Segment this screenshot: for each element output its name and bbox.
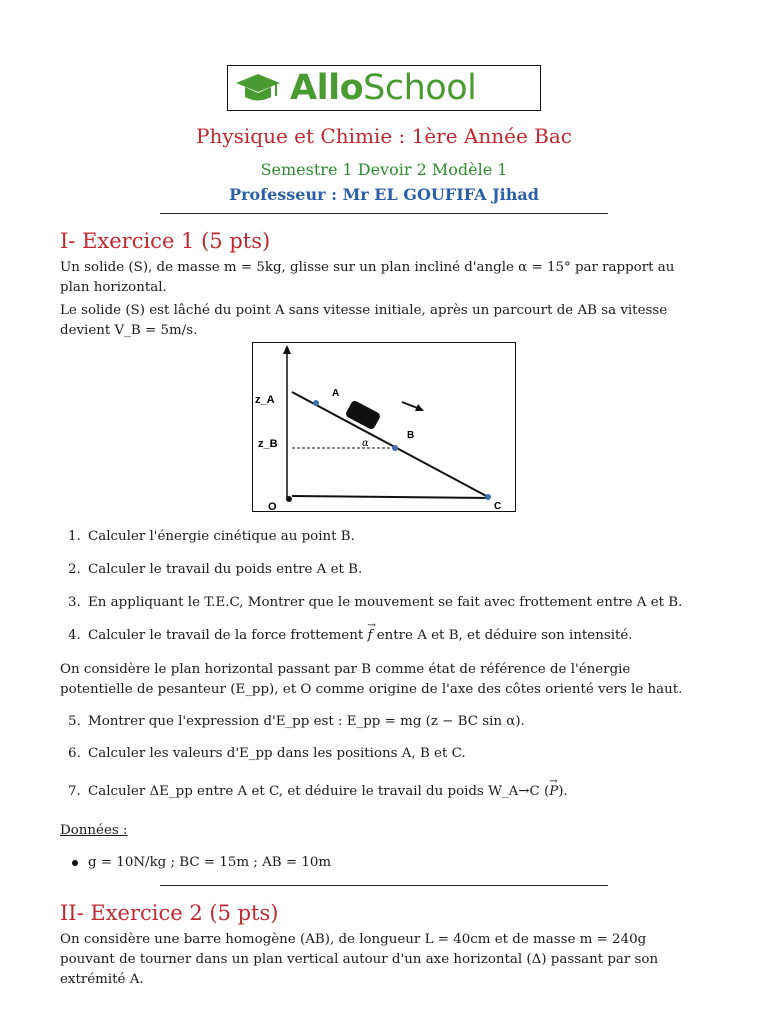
label-alpha: α — [362, 438, 369, 449]
question-5: 5. Montrer que l'expression d'E_pp est : E_pp = mg (z − BC sin α). — [68, 714, 525, 729]
exercise-2-title: II- Exercice 2 (5 pts) — [60, 901, 279, 925]
donnees-label: Données : — [60, 823, 128, 838]
question-4: 4. Calculer le travail de la force frottement → f entre A et B, et déduire son intensité. — [68, 626, 633, 646]
vector-P: → P — [549, 782, 558, 802]
question-7: 7. Calculer ΔE_pp entre A et C, et déduire le travail du poids W_A→C (→ P). — [68, 782, 568, 802]
question-6: 6. Calculer les valeurs d'E_pp dans les positions A, B et C. — [68, 746, 466, 761]
section-divider — [160, 885, 608, 886]
alloschool-logo — [227, 65, 541, 111]
label-C: C — [494, 501, 502, 512]
document-title: Physique et Chimie : 1ère Année Bac — [195, 124, 572, 148]
label-O: O — [268, 501, 277, 512]
header-divider — [160, 213, 608, 214]
graduation-cap-icon — [234, 68, 282, 108]
exercise-2-text: On considère une barre homogène (AB), de longueur L = 40cm et de masse m = 240g pouvant de tourner dans un plan vertical autour d'un axe horizontal (Δ) passant par son extrémité A. — [60, 932, 659, 987]
exercise-1-title: I- Exercice 1 (5 pts) — [60, 229, 271, 253]
label-zB: z_B — [258, 438, 278, 450]
document-subtitle: Semestre 1 Devoir 2 Modèle 1 — [260, 160, 508, 179]
inclined-plane-figure — [252, 342, 516, 512]
exercise-1-intro-1: Un solide (S), de masse m = 5kg, glisse sur un plan incliné d'angle α = 15° par rapport au plan horizontal. — [60, 260, 675, 295]
vector-f: → f — [367, 626, 372, 646]
exercise-1-intro-2: Le solide (S) est lâché du point A sans vitesse initiale, après un parcourt de AB sa vitesse devient V_B = 5m/s. — [60, 303, 668, 338]
donnees-item: g = 10N/kg ; BC = 15m ; AB = 10m — [72, 855, 331, 870]
logo-text: AlloSchool — [290, 67, 477, 108]
label-B: B — [407, 430, 415, 441]
question-3: 3. En appliquant le T.E.C, Montrer que le mouvement se fait avec frottement entre A et B. — [68, 595, 683, 610]
question-1: 1. Calculer l'énergie cinétique au point B. — [68, 529, 355, 544]
bullet-icon — [72, 860, 78, 866]
question-2: 2. Calculer le travail du poids entre A et B. — [68, 562, 363, 577]
label-A: A — [332, 388, 340, 399]
professor-name: Professeur : Mr EL GOUFIFA Jihad — [229, 185, 539, 204]
label-zA: z_A — [255, 394, 275, 406]
exercise-1-mid-text: On considère le plan horizontal passant par B comme état de référence de l'énergie potentielle de pesanteur (E_pp), et O comme origine de l'axe des côtes orienté vers le haut. — [60, 662, 683, 697]
